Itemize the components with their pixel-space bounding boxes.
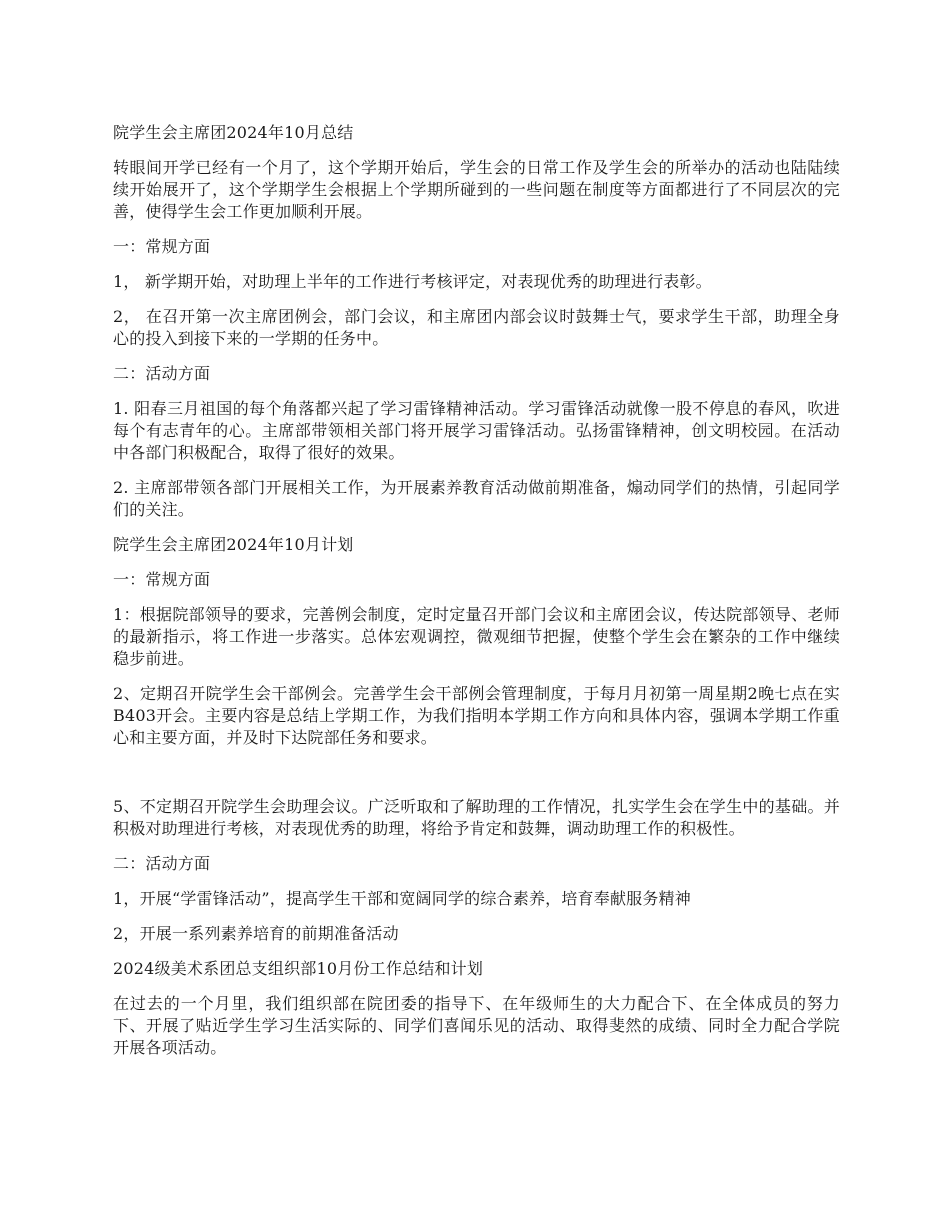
plan-title: 院学生会主席团2024年10月计划 xyxy=(113,535,354,554)
plan-routine-item-2: 2、定期召开院学生会干部例会。完善学生会干部例会管理制度，于每月月初第一周星期2晚七点在实B403开会。主要内容是总结上学期工作，为我们指明本学期工作方向和具体内容，强调本学期工作重心和主要方面，并及时下达院部任务和要求。 xyxy=(113,684,840,747)
activity-item-2: 2. 主席部带领各部门开展相关工作，为开展素养教育活动做前期准备，煽动同学们的热情，引起同学们的关注。 xyxy=(113,478,840,519)
plan-heading-activities: 二：活动方面 xyxy=(113,854,211,873)
routine-item-2: 2， 在召开第一次主席团例会，部门会议，和主席团内部会议时鼓舞士气，要求学生干部，助理全身心的投入到接下来的一学期的任务中。 xyxy=(113,307,840,348)
section-heading-activities: 二：活动方面 xyxy=(113,364,211,383)
activity-item-1: 1. 阳春三月祖国的每个角落都兴起了学习雷锋精神活动。学习雷锋活动就像一股不停息的春风，吹进每个有志青年的心。主席部带领相关部门将开展学习雷锋活动。弘扬雷锋精神，创文明校园。在活动中各部门积极配合，取得了很好的效果。 xyxy=(113,399,840,462)
art-dept-paragraph: 在过去的一个月里，我们组织部在院团委的指导下、在年级师生的大力配合下、在全体成员的努力下、开展了贴近学生学习生活实际的、同学们喜闻乐见的活动、取得斐然的成绩、同时全力配合学院开展各项活动。 xyxy=(113,994,840,1057)
plan-activity-item-1: 1，开展“学雷锋活动”，提高学生干部和宽阔同学的综合素养，培育奉献服务精神 xyxy=(113,889,691,908)
plan-heading-routine: 一：常规方面 xyxy=(113,570,211,589)
plan-routine-item-5: 5、不定期召开院学生会助理会议。广泛听取和了解助理的工作情况，扎实学生会在学生中的基础。并积极对助理进行考核，对表现优秀的助理，将给予肯定和鼓舞，调动助理工作的积极性。 xyxy=(113,797,840,838)
plan-routine-item-1: 1：根据院部领导的要求，完善例会制度，定时定量召开部门会议和主席团会议，传达院部领导、老师的最新指示，将工作进一步落实。总体宏观调控，微观细节把握，使整个学生会在繁杂的工作中继续稳步前进。 xyxy=(113,605,840,668)
section-heading-routine: 一：常规方面 xyxy=(113,237,211,256)
plan-activity-item-2: 2，开展一系列素养培育的前期准备活动 xyxy=(113,924,399,943)
intro-paragraph: 转眼间开学已经有一个月了，这个学期开始后，学生会的日常工作及学生会的所举办的活动也陆陆续续开始展开了，这个学期学生会根据上个学期所碰到的一些问题在制度等方面都进行了不同层次的完善，使得学生会工作更加顺利开展。 xyxy=(113,158,840,221)
routine-item-1: 1， 新学期开始，对助理上半年的工作进行考核评定，对表现优秀的助理进行表彰。 xyxy=(113,272,712,291)
blank-gap xyxy=(113,762,840,796)
summary-title: 院学生会主席团2024年10月总结 xyxy=(113,123,354,142)
art-dept-title: 2024级美术系团总支组织部10月份工作总结和计划 xyxy=(113,959,484,978)
